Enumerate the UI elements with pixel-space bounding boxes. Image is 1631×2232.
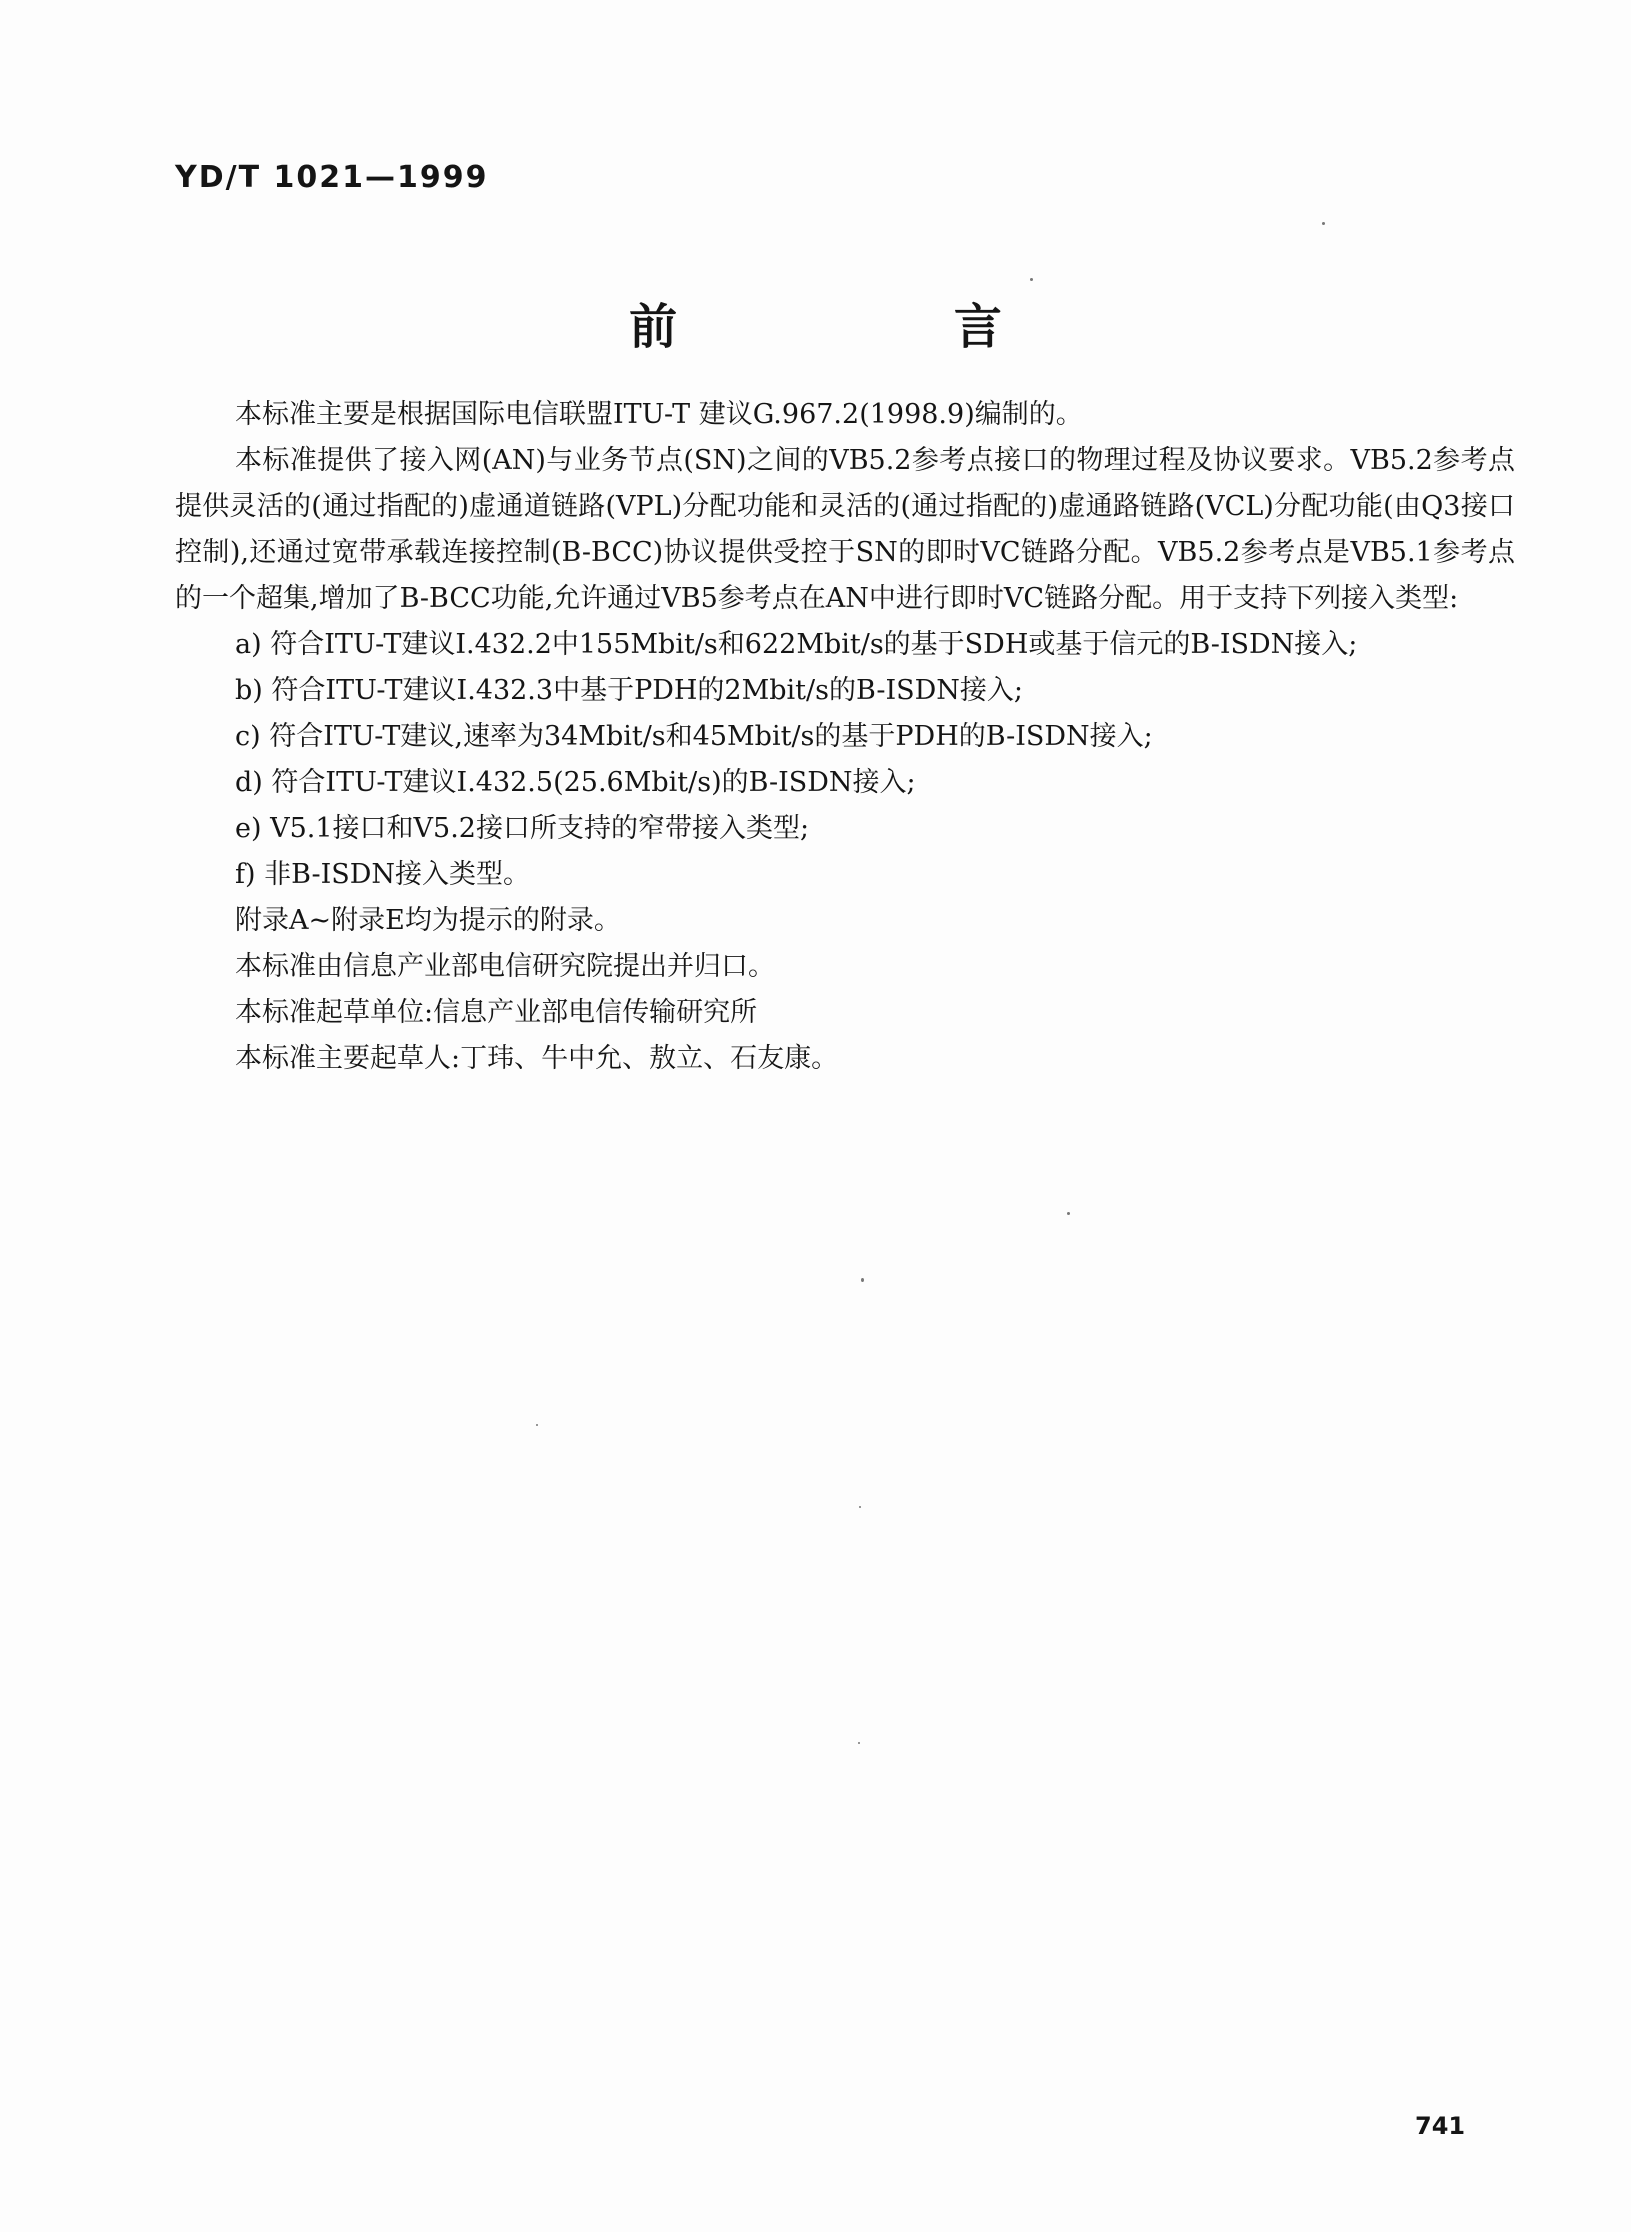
drafters-note: 本标准主要起草人:丁玮、牛中允、敖立、石友康。 — [235, 1043, 839, 1074]
standard-code: YD/T 1021—1999 — [175, 160, 489, 195]
page-title: 前 言 — [629, 299, 1132, 355]
scan-speck — [1030, 278, 1033, 281]
drafting-unit-note: 本标准起草单位:信息产业部电信传输研究所 — [235, 997, 758, 1028]
list-item-b: b) 符合ITU-T建议I.432.3中基于PDH的2Mbit/s的B-ISDN接入; — [235, 675, 1023, 706]
scan-speck — [1067, 1212, 1070, 1215]
list-item-d: d) 符合ITU-T建议I.432.5(25.6Mbit/s)的B-ISDN接入; — [235, 767, 916, 798]
scan-speck — [1322, 222, 1325, 225]
foreword-body — [175, 392, 1515, 1082]
list-item-a: a) 符合ITU-T建议I.432.2中155Mbit/s和622Mbit/s的基于SDH或基于信元的B-ISDN接入; — [235, 629, 1358, 660]
paragraph-scope: 本标准提供了接入网(AN)与业务节点(SN)之间的VB5.2参考点接口的物理过程及协议要求。VB5.2参考点提供灵活的(通过指配的)虚通道链路(VPL)分配功能和灵活的(通过指配的)虚通路链路(VCL)分配功能(由Q3接口控制),还通过宽带承载连接控制(B-BCC)协议提供受控于SN的即时VC链路分配。VB5.2参考点是VB5.1参考点的一个超集,增加了B-BCC功能,允许通过VB5参考点在AN中进行即时VC链路分配。用于支持下列接入类型: — [175, 445, 1515, 614]
scan-speck — [859, 1506, 861, 1508]
proposer-note: 本标准由信息产业部电信研究院提出并归口。 — [235, 951, 775, 982]
appendix-note: 附录A~附录E均为提示的附录。 — [235, 905, 621, 936]
page-number: 741 — [1415, 2112, 1466, 2140]
scan-speck — [861, 1278, 864, 1282]
list-item-e: e) V5.1接口和V5.2接口所支持的窄带接入类型; — [235, 813, 810, 844]
scan-speck — [536, 1424, 538, 1426]
scan-speck — [858, 1742, 860, 1744]
paragraph-basis: 本标准主要是根据国际电信联盟ITU-T 建议G.967.2(1998.9)编制的。 — [235, 399, 1083, 430]
list-item-c: c) 符合ITU-T建议,速率为34Mbit/s和45Mbit/s的基于PDH的B-ISDN接入; — [235, 721, 1153, 752]
list-item-f: f) 非B-ISDN接入类型。 — [235, 859, 531, 890]
